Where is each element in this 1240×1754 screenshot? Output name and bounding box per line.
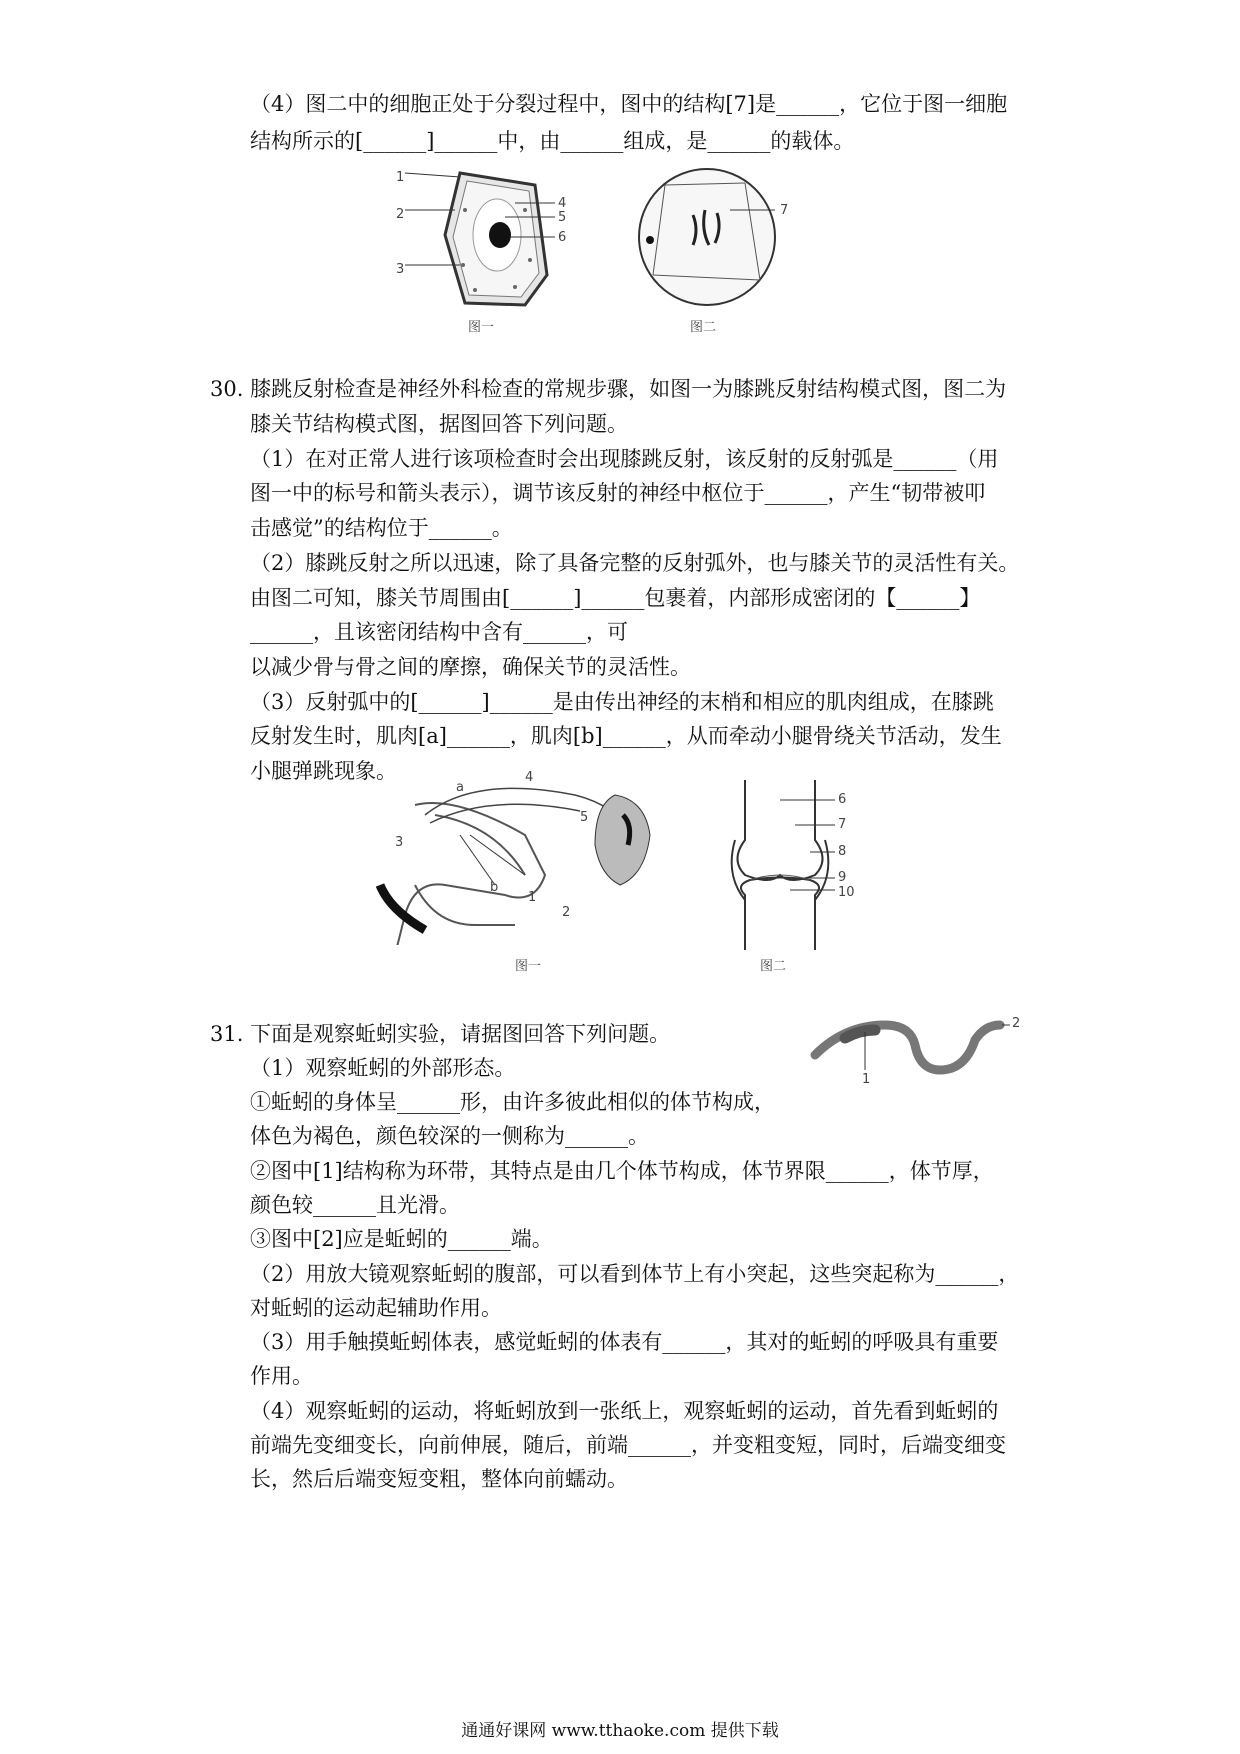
reflex-label-1: 1	[528, 890, 537, 905]
q30-line10: （3）反射弧中的[______]______是由传出神经的末梢和相应的肌肉组成，在膝跳	[250, 690, 994, 714]
joint-label-9: 9	[838, 870, 847, 885]
fig1-label-4: 4	[558, 196, 567, 211]
q30-line12: 小腿弹跳现象。	[250, 759, 397, 783]
q30-line2: 膝关节结构模式图，据图回答下列问题。	[250, 412, 628, 436]
q30-line5: 击感觉”的结构位于______。	[250, 516, 513, 540]
plant-cell-figure	[405, 165, 575, 310]
q30-line9: 以减少骨与骨之间的摩擦，确保关节的灵活性。	[250, 655, 691, 679]
knee-joint-figure	[720, 780, 840, 950]
reflex-label-a: a	[456, 780, 464, 795]
q31-line8: （2）用放大镜观察蚯蚓的腹部，可以看到体节上有小突起，这些突起称为______，	[250, 1262, 1020, 1286]
fig1-label-2: 2	[396, 207, 405, 222]
q30-line7: 由图二可知，膝关节周围由[______]______包裹着，内部形成密闭的【______】	[250, 586, 981, 610]
fig1-label-3: 3	[396, 262, 405, 277]
q29-part4-line1: （4）图二中的细胞正处于分裂过程中，图中的结构[7]是______，它位于图一细胞	[250, 92, 1008, 116]
q31-line6: 颜色较______且光滑。	[250, 1193, 460, 1217]
nucleus	[489, 222, 511, 248]
reflex-label-2: 2	[562, 905, 571, 920]
q30-line4: 图一中的标号和箭头表示），调节该反射的神经中枢位于______，产生“韧带被叩	[250, 481, 986, 505]
fig1-caption: 图一	[468, 320, 495, 335]
q31-line1: 31. 下面是观察蚯蚓实验，请据图回答下列问题。	[210, 1022, 671, 1046]
q31-line12: （4）观察蚯蚓的运动，将蚯蚓放到一张纸上，观察蚯蚓的运动，首先看到蚯蚓的	[250, 1399, 999, 1423]
reflex-label-3: 3	[395, 835, 404, 850]
reflex-label-4: 4	[525, 770, 534, 785]
joint-label-10: 10	[838, 885, 855, 900]
q31-line3: ①蚯蚓的身体呈______形，由许多彼此相似的体节构成，	[250, 1090, 775, 1114]
joint-label-7: 7	[838, 817, 847, 832]
q31-line7: ③图中[2]应是蚯蚓的______端。	[250, 1227, 553, 1251]
reflex-label-b: b	[490, 880, 499, 895]
reflex-label-5: 5	[580, 810, 589, 825]
q31-line10: （3）用手触摸蚯蚓体表，感觉蚯蚓的体表有______，其对的蚯蚓的呼吸具有重要	[250, 1330, 999, 1354]
q30-line1: 30. 膝跳反射检查是神经外科检查的常规步骤，如图一为膝跳反射结构模式图，图二为	[210, 377, 1007, 401]
page-footer: 通通好课网 www.tthaoke.com 提供下载	[461, 1721, 779, 1741]
q31-line5: ②图中[1]结构称为环带，其特点是由几个体节构成，体节界限______，体节厚，	[250, 1159, 994, 1183]
reflex-fig1-caption: 图一	[515, 959, 542, 974]
q30-line3: （1）在对正常人进行该项检查时会出现膝跳反射，该反射的反射弧是______（用	[250, 447, 999, 471]
earthworm-label-2: 2	[1012, 1016, 1021, 1031]
fig2-label-7: 7	[780, 203, 789, 218]
fig2-caption: 图二	[690, 320, 717, 335]
q30-line6: （2）膝跳反射之所以迅速，除了具备完整的反射弧外，也与膝关节的灵活性有关。	[250, 551, 1020, 575]
q31-line2: （1）观察蚯蚓的外部形态。	[250, 1056, 516, 1080]
earthworm-figure	[810, 1010, 1010, 1090]
q30-line11: 反射发生时，肌肉[a]______，肌肉[b]______，从而牵动小腿骨绕关节活动，发生	[250, 724, 1002, 748]
fig1-label-1: 1	[396, 170, 405, 185]
q29-part4-line2: 结构所示的[______]______中，由______组成，是______的载体。	[250, 129, 855, 153]
q30-line8: ______，且该密闭结构中含有______，可	[250, 620, 628, 644]
knee-reflex-figure	[375, 775, 680, 945]
earthworm-label-1: 1	[862, 1072, 871, 1087]
dividing-cell-figure	[635, 165, 790, 310]
q31-line11: 作用。	[250, 1364, 313, 1388]
q31-line4: 体色为褐色，颜色较深的一侧称为______。	[250, 1124, 649, 1148]
joint-fig2-caption: 图二	[760, 959, 787, 974]
joint-label-6: 6	[838, 792, 847, 807]
fig1-label-5: 5	[558, 210, 567, 225]
q31-line14: 长，然后后端变短变粗，整体向前蠕动。	[250, 1467, 628, 1491]
q31-line13: 前端先变细变长，向前伸展，随后，前端______，并变粗变短，同时，后端变细变	[250, 1433, 1006, 1457]
joint-label-8: 8	[838, 844, 847, 859]
q31-line9: 对蚯蚓的运动起辅助作用。	[250, 1296, 502, 1320]
fig1-label-6: 6	[558, 230, 567, 245]
